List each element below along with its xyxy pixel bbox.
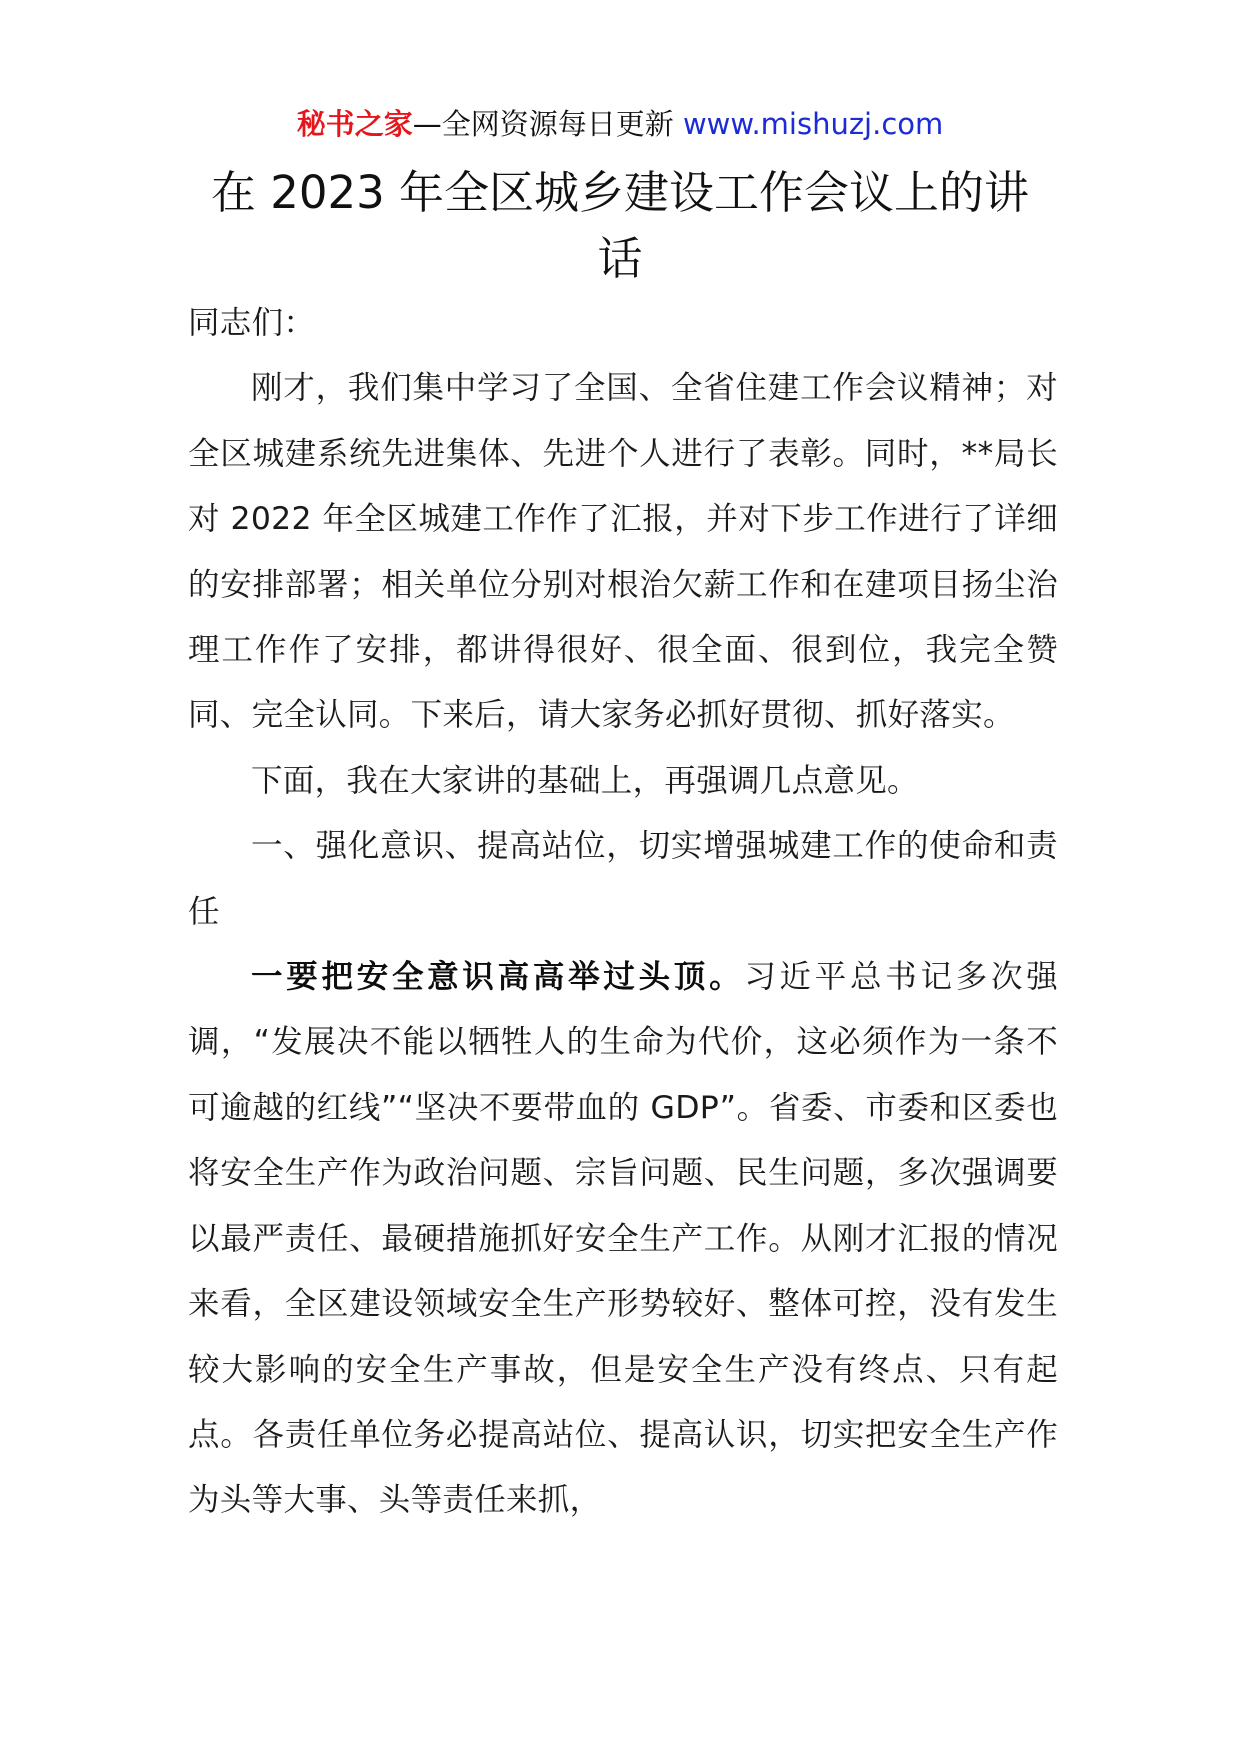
paragraph-opening: 刚才，我们集中学习了全国、全省住建工作会议精神；对全区城建系统先进集体、先进个人进行了表彰。同时，**局长对 2022 年全区城建工作作了汇报，并对下步工作进行了详细的安排部署；相关单位分别对根治欠薪工作和在建项目扬尘治理工作作了安排，都讲得很好、很全面、很到位，我完全赞同、完全认同。下来后，请大家务必抓好贯彻、抓好落实。	[188, 370, 1058, 734]
document-body	[188, 291, 1058, 1534]
brand-name: 秘书之家	[296, 107, 413, 141]
site-header	[0, 104, 1240, 144]
document-title: 在 2023 年全区城乡建设工作会议上的讲话	[210, 166, 1030, 285]
site-url-link[interactable]: www.mishuzj.com	[682, 107, 944, 141]
salutation: 同志们：	[188, 305, 316, 341]
paragraph-safety-text: 习近平总书记多次强调，“发展决不能以牺牲人的生命为代价，这必须作为一条不可逾越的红线”“坚决不要带血的 GDP”。省委、市委和区委也将安全生产作为政治问题、宗旨问题、民生问题，多次强调要以最严责任、最硬措施抓好安全生产工作。从刚才汇报的情况来看，全区建设领域安全生产形势较好、整体可控，没有发生较大影响的安全生产事故，但是安全生产没有终点、只有起点。各责任单位务必提高站位、提高认识，切实把安全生产作为头等大事、头等责任来抓，	[188, 959, 1059, 1519]
paragraph-safety-lead: 一要把安全意识高高举过头顶。	[251, 959, 745, 996]
section-heading-1: 一、强化意识、提高站位，切实增强城建工作的使命和责任	[188, 828, 1058, 930]
paragraph-safety	[188, 945, 1058, 1534]
header-slogan: —全网资源每日更新	[412, 107, 683, 141]
paragraph-transition: 下面，我在大家讲的基础上，再强调几点意见。	[251, 762, 919, 799]
